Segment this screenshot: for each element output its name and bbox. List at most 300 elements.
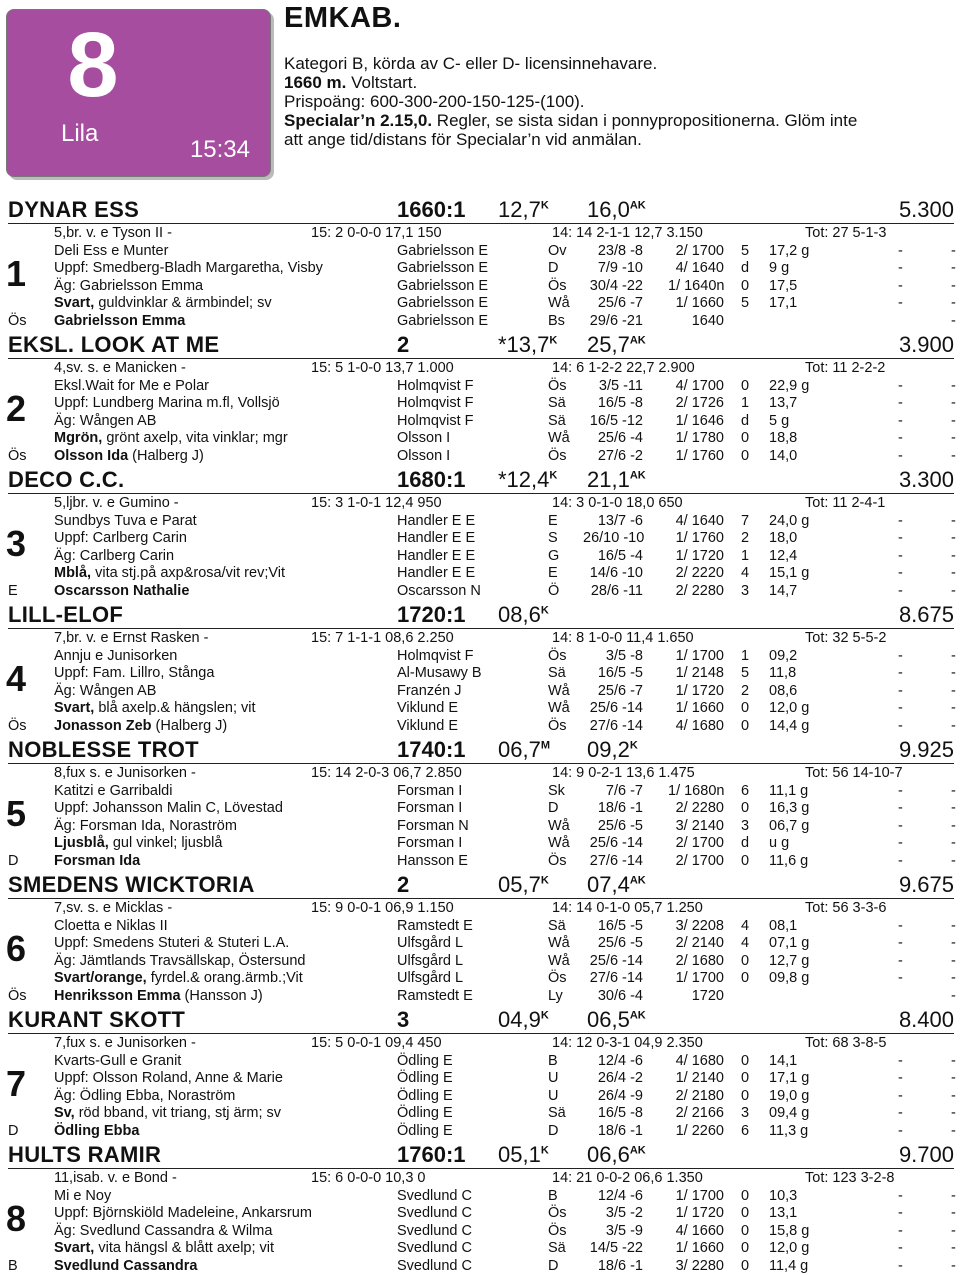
start-date: 3/5 -9 bbox=[583, 1223, 643, 1241]
start-driver: Gabrielsson E bbox=[397, 278, 488, 296]
start-track: G bbox=[548, 548, 559, 566]
start-driver: Ödling E bbox=[397, 1088, 453, 1106]
start-date: 30/4 -22 bbox=[583, 278, 643, 296]
start-odds: - bbox=[898, 583, 903, 601]
start-row bbox=[0, 1223, 960, 1241]
start-date: 13/7 -6 bbox=[583, 513, 643, 531]
start-date: 3/5 -11 bbox=[583, 378, 643, 396]
start-placing: 1/ 1660 bbox=[668, 295, 724, 313]
start-time: 18,8 bbox=[769, 430, 797, 448]
start-track: Wå bbox=[548, 953, 570, 971]
horse-detail-text: Gabrielsson Emma bbox=[54, 313, 185, 329]
start-row bbox=[0, 818, 960, 836]
stats-2014: 14: 8 1-0-0 11,4 1.650 bbox=[552, 630, 694, 648]
start-placing: 3/ 2208 bbox=[668, 918, 724, 936]
start-time: u g bbox=[769, 835, 789, 853]
start-post: d bbox=[741, 260, 749, 278]
start-time: 06,7 g bbox=[769, 818, 809, 836]
start-post: 3 bbox=[741, 818, 749, 836]
horse-detail bbox=[54, 448, 204, 466]
best-time-value: *12,4 bbox=[498, 467, 549, 492]
start-row bbox=[0, 970, 960, 988]
start-post: 5 bbox=[741, 243, 749, 261]
horse-detail bbox=[54, 935, 289, 953]
start-placing: 1/ 2260 bbox=[668, 1123, 724, 1141]
start-prize: - bbox=[951, 395, 956, 413]
trainer-location: E bbox=[8, 583, 18, 601]
start-prize: - bbox=[951, 683, 956, 701]
start-prize: - bbox=[951, 278, 956, 296]
horse-record: 1720:1 bbox=[397, 602, 466, 628]
start-odds: - bbox=[898, 818, 903, 836]
start-prize: - bbox=[951, 988, 956, 1006]
horse-detail-text: Oscarsson Nathalie bbox=[54, 583, 189, 599]
best-time-suffix: K bbox=[541, 875, 549, 887]
start-time: 17,2 g bbox=[769, 243, 809, 261]
horse-detail bbox=[54, 918, 168, 936]
stats-total: Tot: 56 14-10-7 bbox=[805, 765, 903, 783]
horse-record: 1680:1 bbox=[397, 467, 466, 493]
start-date: 30/6 -4 bbox=[583, 988, 643, 1006]
start-post: 3 bbox=[741, 1105, 749, 1123]
horse-record: 1660:1 bbox=[397, 197, 466, 223]
start-row bbox=[0, 413, 960, 431]
start-track: B bbox=[548, 1188, 558, 1206]
start-time: 09,8 g bbox=[769, 970, 809, 988]
horse-detail-text: Annju e Junisorken bbox=[54, 648, 177, 664]
start-date: 28/6 -11 bbox=[583, 583, 643, 601]
horse-pedigree: 4,sv. s. e Manicken - bbox=[54, 360, 186, 378]
start-row bbox=[0, 278, 960, 296]
post-number: 5 bbox=[6, 793, 26, 835]
start-row bbox=[0, 1053, 960, 1071]
start-row bbox=[0, 718, 960, 736]
start-track: Wå bbox=[548, 683, 570, 701]
start-date: 12/4 -6 bbox=[583, 1188, 643, 1206]
start-placing: 1/ 1660 bbox=[668, 700, 724, 718]
start-time: 11,8 bbox=[769, 665, 796, 683]
horse-detail-rest: röd bband, vit triang, stj ärm; sv bbox=[75, 1105, 281, 1121]
horse-detail bbox=[54, 818, 237, 836]
horse-detail bbox=[54, 1205, 312, 1223]
start-date: 25/6 -4 bbox=[583, 430, 643, 448]
start-date: 25/6 -5 bbox=[583, 935, 643, 953]
header-rule bbox=[8, 898, 954, 899]
stats-2015: 15: 5 0-0-1 09,4 450 bbox=[311, 1035, 442, 1053]
best-time-value: 07,4 bbox=[587, 872, 630, 897]
post-number: 2 bbox=[6, 388, 26, 430]
horse-entry bbox=[0, 330, 960, 465]
start-placing: 2/ 1726 bbox=[668, 395, 724, 413]
start-track: E bbox=[548, 565, 558, 583]
start-post: 0 bbox=[741, 1188, 749, 1206]
stats-2014: 14: 14 0-1-0 05,7 1.250 bbox=[552, 900, 703, 918]
start-odds: - bbox=[898, 1123, 903, 1141]
start-odds: - bbox=[898, 260, 903, 278]
start-post: 0 bbox=[741, 1240, 749, 1258]
horse-best-time-2 bbox=[587, 467, 646, 493]
horse-best-time-2 bbox=[587, 1142, 646, 1168]
start-placing: 1/ 1680n bbox=[668, 783, 724, 801]
start-prize: - bbox=[951, 513, 956, 531]
horse-detail bbox=[54, 1088, 235, 1106]
start-odds: - bbox=[898, 1205, 903, 1223]
start-date: 27/6 -14 bbox=[583, 853, 643, 871]
horse-detail bbox=[54, 783, 172, 801]
best-time-value: 08,6 bbox=[498, 602, 541, 627]
start-time: 14,4 g bbox=[769, 718, 809, 736]
start-odds: - bbox=[898, 513, 903, 531]
horse-detail-text: Mblå, bbox=[54, 565, 91, 581]
horse-best-time bbox=[498, 467, 557, 493]
start-time: 5 g bbox=[769, 413, 789, 431]
start-date: 25/6 -7 bbox=[583, 683, 643, 701]
horse-detail-rest: vita hängsl & blått axelp; vit bbox=[94, 1240, 274, 1256]
start-odds: - bbox=[898, 783, 903, 801]
start-time: 07,1 g bbox=[769, 935, 809, 953]
start-placing: 4/ 1640 bbox=[668, 513, 724, 531]
start-post: 5 bbox=[741, 665, 749, 683]
stats-total: Tot: 11 2-4-1 bbox=[805, 495, 885, 513]
horse-pedigree: 7,br. v. e Ernst Rasken - bbox=[54, 630, 208, 648]
best-time-suffix: K bbox=[549, 470, 557, 482]
start-row bbox=[0, 295, 960, 313]
start-placing: 1/ 1700 bbox=[668, 970, 724, 988]
start-driver: Forsman I bbox=[397, 800, 462, 818]
start-date: 27/6 -14 bbox=[583, 718, 643, 736]
horse-detail bbox=[54, 513, 197, 531]
stats-total: Tot: 11 2-2-2 bbox=[805, 360, 885, 378]
horse-detail-text: Olsson Ida bbox=[54, 448, 128, 464]
start-post: 0 bbox=[741, 1070, 749, 1088]
best-time-suffix: AK bbox=[630, 200, 646, 212]
best-time-value: 25,7 bbox=[587, 332, 630, 357]
start-date: 3/5 -2 bbox=[583, 1205, 643, 1223]
start-time: 19,0 g bbox=[769, 1088, 809, 1106]
start-odds: - bbox=[898, 918, 903, 936]
start-driver: Holmqvist F bbox=[397, 413, 474, 431]
race-desc-line bbox=[284, 111, 954, 130]
start-date: 26/4 -9 bbox=[583, 1088, 643, 1106]
best-time-suffix: K bbox=[541, 1145, 549, 1157]
best-time-value: 06,5 bbox=[587, 1007, 630, 1032]
start-driver: Hansson E bbox=[397, 853, 468, 871]
start-driver: Ulfsgård L bbox=[397, 935, 463, 953]
stats-2015: 15: 7 1-1-1 08,6 2.250 bbox=[311, 630, 454, 648]
start-time: 17,1 bbox=[769, 295, 797, 313]
start-odds: - bbox=[898, 243, 903, 261]
start-time: 08,1 bbox=[769, 918, 797, 936]
start-driver: Al-Musawy B bbox=[397, 665, 482, 683]
start-track: Wå bbox=[548, 835, 570, 853]
start-row bbox=[0, 800, 960, 818]
horse-header bbox=[0, 735, 960, 763]
horse-detail bbox=[54, 1223, 272, 1241]
horse-odds: 3.300 bbox=[899, 467, 954, 493]
horse-detail-text: Äg: Jämtlands Travsällskap, Östersund bbox=[54, 953, 305, 969]
start-track: D bbox=[548, 1258, 558, 1275]
start-prize: - bbox=[951, 853, 956, 871]
race-desc-line bbox=[284, 92, 954, 111]
start-driver: Gabrielsson E bbox=[397, 313, 488, 331]
start-post: 0 bbox=[741, 378, 749, 396]
start-prize: - bbox=[951, 1258, 956, 1275]
header-rule bbox=[8, 1168, 954, 1169]
horse-detail bbox=[54, 243, 168, 261]
start-track: Ov bbox=[548, 243, 567, 261]
race-desc-line bbox=[284, 54, 954, 73]
start-date: 18/6 -1 bbox=[583, 1258, 643, 1275]
start-prize: - bbox=[951, 1070, 956, 1088]
start-date: 16/5 -12 bbox=[583, 413, 643, 431]
horse-detail bbox=[54, 295, 272, 313]
start-odds: - bbox=[898, 1188, 903, 1206]
horse-odds: 9.675 bbox=[899, 872, 954, 898]
race-desc-segment: Specialar’n 2.15,0. bbox=[284, 111, 432, 130]
start-track: U bbox=[548, 1088, 558, 1106]
start-post: d bbox=[741, 413, 749, 431]
horse-detail-text: Uppf: Olsson Roland, Anne & Marie bbox=[54, 1070, 283, 1086]
race-desc-segment: att ange tid/distans för Specialar’n vid anmälan. bbox=[284, 130, 642, 149]
best-time-suffix: K bbox=[541, 605, 549, 617]
start-time: 15,1 g bbox=[769, 565, 809, 583]
stats-total: Tot: 32 5-5-2 bbox=[805, 630, 886, 648]
start-odds: - bbox=[898, 295, 903, 313]
horse-detail bbox=[54, 1070, 283, 1088]
horse-entry bbox=[0, 600, 960, 735]
race-description bbox=[284, 54, 954, 149]
trainer-location: Ös bbox=[8, 313, 27, 331]
start-row bbox=[0, 953, 960, 971]
start-placing: 2/ 2280 bbox=[668, 800, 724, 818]
start-driver: Oscarsson N bbox=[397, 583, 481, 601]
horse-detail bbox=[54, 970, 303, 988]
horse-detail-rest: vita stj.på axp&rosa/vit rev;Vit bbox=[91, 565, 285, 581]
start-track: Ös bbox=[548, 648, 567, 666]
start-track: Wå bbox=[548, 295, 570, 313]
stats-total: Tot: 68 3-8-5 bbox=[805, 1035, 886, 1053]
start-odds: - bbox=[898, 718, 903, 736]
best-time-suffix: K bbox=[549, 335, 557, 347]
horse-best-time bbox=[498, 197, 549, 223]
horse-best-time bbox=[498, 737, 550, 763]
start-row bbox=[0, 700, 960, 718]
horse-stats-row bbox=[0, 495, 960, 513]
horse-detail-text: Äg: Forsman Ida, Noraström bbox=[54, 818, 237, 834]
horse-detail bbox=[54, 1105, 281, 1123]
horse-detail-text: Uppf: Johansson Malin C, Lövestad bbox=[54, 800, 283, 816]
start-placing: 1/ 1660 bbox=[668, 1240, 724, 1258]
start-row bbox=[0, 313, 960, 331]
horse-header bbox=[0, 195, 960, 223]
horse-detail bbox=[54, 278, 203, 296]
start-time: 15,8 g bbox=[769, 1223, 809, 1241]
horse-detail-text: Ljusblå, bbox=[54, 835, 109, 851]
horse-entry bbox=[0, 870, 960, 1005]
horse-detail-text: Uppf: Carlberg Carin bbox=[54, 530, 187, 546]
horse-detail-rest: guldvinklar & ärmbindel; sv bbox=[94, 295, 271, 311]
start-track: Sk bbox=[548, 783, 565, 801]
start-time: 13,1 bbox=[769, 1205, 797, 1223]
start-track: Wå bbox=[548, 935, 570, 953]
race-desc-segment: Regler, se sista sidan i ponnypropositionerna. Glöm inte bbox=[432, 111, 857, 130]
horse-odds: 3.900 bbox=[899, 332, 954, 358]
start-date: 16/5 -8 bbox=[583, 1105, 643, 1123]
start-track: Wå bbox=[548, 430, 570, 448]
horse-best-time bbox=[498, 1007, 549, 1033]
start-odds: - bbox=[898, 835, 903, 853]
horse-odds: 8.675 bbox=[899, 602, 954, 628]
start-post: 3 bbox=[741, 583, 749, 601]
start-prize: - bbox=[951, 1240, 956, 1258]
start-placing: 3/ 2280 bbox=[668, 1258, 724, 1275]
horse-best-time bbox=[498, 332, 557, 358]
post-number: 6 bbox=[6, 928, 26, 970]
horse-record: 1760:1 bbox=[397, 1142, 466, 1168]
horse-best-time-2 bbox=[587, 332, 646, 358]
horse-detail-rest: (Halberg J) bbox=[128, 448, 204, 464]
horse-pedigree: 5,ljbr. v. e Gumino - bbox=[54, 495, 179, 513]
start-prize: - bbox=[951, 718, 956, 736]
start-odds: - bbox=[898, 448, 903, 466]
horse-pedigree: 11,isab. v. e Bond - bbox=[54, 1170, 177, 1188]
start-date: 7/6 -7 bbox=[583, 783, 643, 801]
stats-2015: 15: 2 0-0-0 17,1 150 bbox=[311, 225, 442, 243]
start-date: 25/6 -5 bbox=[583, 818, 643, 836]
horse-detail-text: Cloetta e Niklas II bbox=[54, 918, 168, 934]
header-rule bbox=[8, 763, 954, 764]
header-rule bbox=[8, 628, 954, 629]
start-driver: Ulfsgård L bbox=[397, 970, 463, 988]
stats-2015: 15: 5 1-0-0 13,7 1.000 bbox=[311, 360, 454, 378]
horse-detail-rest: fyrdel.& orang.ärmb.;Vit bbox=[147, 970, 303, 986]
start-track: Ö bbox=[548, 583, 559, 601]
start-placing: 1/ 2140 bbox=[668, 1070, 724, 1088]
start-row bbox=[0, 783, 960, 801]
horse-detail-text: Eksl.Wait for Me e Polar bbox=[54, 378, 209, 394]
start-track: U bbox=[548, 1070, 558, 1088]
horse-detail-text: Svart, bbox=[54, 295, 94, 311]
trainer-location: D bbox=[8, 1123, 18, 1141]
start-row bbox=[0, 935, 960, 953]
horse-detail-text: Äg: Svedlund Cassandra & Wilma bbox=[54, 1223, 272, 1239]
start-driver: Handler E E bbox=[397, 565, 475, 583]
start-row bbox=[0, 548, 960, 566]
start-date: 23/8 -8 bbox=[583, 243, 643, 261]
stats-2014: 14: 12 0-3-1 04,9 2.350 bbox=[552, 1035, 703, 1053]
horse-record: 2 bbox=[397, 332, 409, 358]
start-prize: - bbox=[951, 295, 956, 313]
start-prize: - bbox=[951, 530, 956, 548]
start-date: 27/6 -2 bbox=[583, 448, 643, 466]
stats-2014: 14: 3 0-1-0 18,0 650 bbox=[552, 495, 683, 513]
start-row bbox=[0, 1205, 960, 1223]
start-driver: Holmqvist F bbox=[397, 378, 474, 396]
stats-2014: 14: 14 2-1-1 12,7 3.150 bbox=[552, 225, 703, 243]
best-time-suffix: AK bbox=[630, 335, 646, 347]
best-time-suffix: M bbox=[541, 740, 550, 752]
start-row bbox=[0, 1105, 960, 1123]
horse-pedigree: 5,br. v. e Tyson II - bbox=[54, 225, 172, 243]
horse-pedigree: 8,fux s. e Junisorken - bbox=[54, 765, 196, 783]
start-track: Ös bbox=[548, 1205, 567, 1223]
start-post: 1 bbox=[741, 548, 749, 566]
start-placing: 2/ 1680 bbox=[668, 953, 724, 971]
horse-detail-rest: (Halberg J) bbox=[152, 718, 228, 734]
best-time-value: 05,7 bbox=[498, 872, 541, 897]
start-prize: - bbox=[951, 1223, 956, 1241]
horse-name: HULTS RAMIR bbox=[8, 1142, 161, 1168]
start-odds: - bbox=[898, 700, 903, 718]
race-number: 8 bbox=[53, 10, 133, 120]
race-color-label: Lila bbox=[61, 120, 98, 148]
start-placing: 1/ 1720 bbox=[668, 683, 724, 701]
start-placing: 2/ 2140 bbox=[668, 935, 724, 953]
horse-odds: 8.400 bbox=[899, 1007, 954, 1033]
start-post: 0 bbox=[741, 1223, 749, 1241]
horse-record: 3 bbox=[397, 1007, 409, 1033]
start-odds: - bbox=[898, 530, 903, 548]
race-desc-segment: Kategori B, körda av C- eller D- licensinnehavare. bbox=[284, 54, 657, 73]
horse-name: NOBLESSE TROT bbox=[8, 737, 199, 763]
start-odds: - bbox=[898, 970, 903, 988]
best-time-suffix: K bbox=[541, 200, 549, 212]
horse-odds: 9.700 bbox=[899, 1142, 954, 1168]
start-row bbox=[0, 665, 960, 683]
horse-stats-row bbox=[0, 900, 960, 918]
start-time: 17,5 bbox=[769, 278, 797, 296]
horse-detail bbox=[54, 313, 185, 331]
start-time: 9 g bbox=[769, 260, 789, 278]
start-time: 12,4 bbox=[769, 548, 797, 566]
start-odds: - bbox=[898, 935, 903, 953]
horse-name: KURANT SKOTT bbox=[8, 1007, 185, 1033]
horse-name: SMEDENS WICKTORIA bbox=[8, 872, 255, 898]
stats-total: Tot: 123 3-2-8 bbox=[805, 1170, 894, 1188]
horse-detail-text: Äg: Wången AB bbox=[54, 413, 156, 429]
horse-best-time-2 bbox=[587, 872, 646, 898]
start-track: Sä bbox=[548, 413, 566, 431]
start-placing: 4/ 1680 bbox=[668, 1053, 724, 1071]
start-driver: Forsman I bbox=[397, 783, 462, 801]
start-post: 0 bbox=[741, 1053, 749, 1071]
horse-detail bbox=[54, 953, 305, 971]
start-track: Sä bbox=[548, 1105, 566, 1123]
horse-detail bbox=[54, 413, 156, 431]
start-placing: 2/ 1700 bbox=[668, 243, 724, 261]
start-driver: Ödling E bbox=[397, 1053, 453, 1071]
stats-2015: 15: 9 0-0-1 06,9 1.150 bbox=[311, 900, 454, 918]
start-post: 0 bbox=[741, 800, 749, 818]
start-odds: - bbox=[898, 278, 903, 296]
race-title: EMKAB. bbox=[284, 2, 401, 35]
horse-detail-text: Äg: Gabrielsson Emma bbox=[54, 278, 203, 294]
best-time-value: 06,7 bbox=[498, 737, 541, 762]
horse-stats-row bbox=[0, 225, 960, 243]
best-time-suffix: K bbox=[630, 740, 638, 752]
start-placing: 1/ 1720 bbox=[668, 1205, 724, 1223]
start-time: 12,7 g bbox=[769, 953, 809, 971]
horse-detail-rest: (Hansson J) bbox=[181, 988, 263, 1004]
start-time: 12,0 g bbox=[769, 1240, 809, 1258]
start-placing: 4/ 1700 bbox=[668, 378, 724, 396]
horse-detail-text: Svart/orange, bbox=[54, 970, 147, 986]
horse-detail-text: Uppf: Smedens Stuteri & Stuteri L.A. bbox=[54, 935, 289, 951]
start-prize: - bbox=[951, 835, 956, 853]
horse-detail bbox=[54, 700, 256, 718]
post-number: 1 bbox=[6, 253, 26, 295]
start-track: Ly bbox=[548, 988, 563, 1006]
